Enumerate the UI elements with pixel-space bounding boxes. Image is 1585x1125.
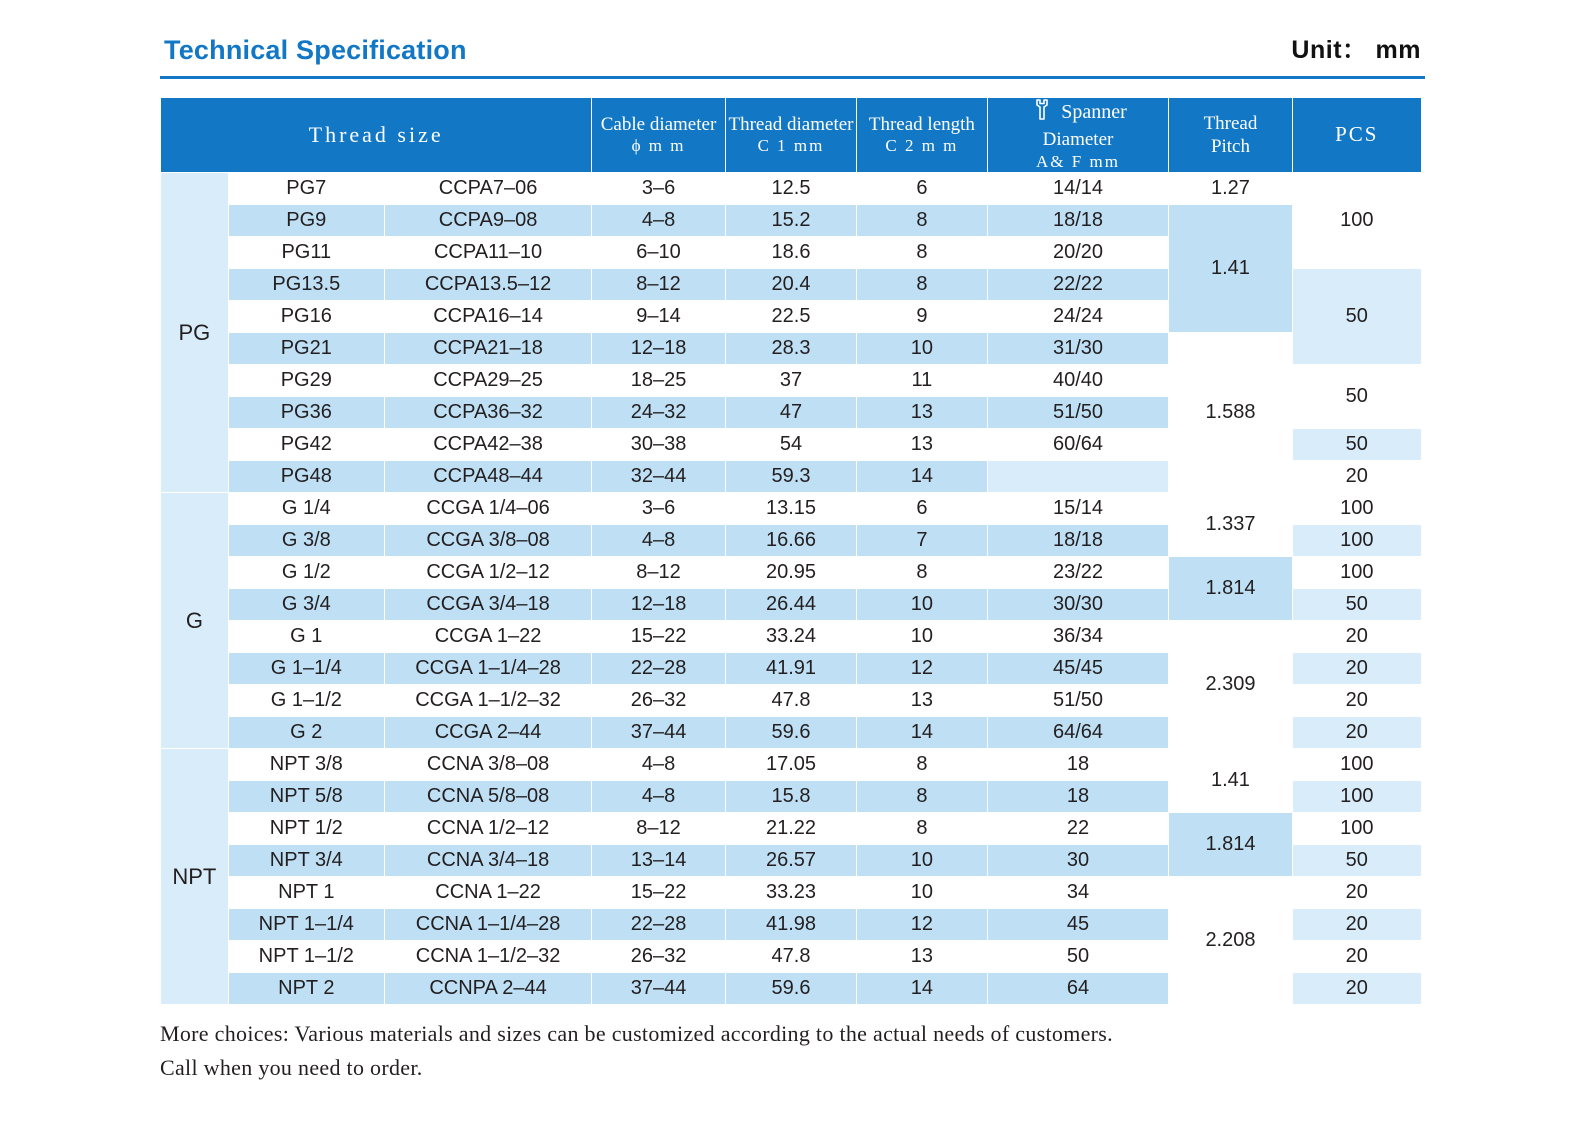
- cell-spanner-diameter: 45/45: [987, 653, 1169, 685]
- cell-pcs: 20: [1292, 909, 1421, 941]
- cell-thread-diameter: 20.4: [725, 269, 856, 301]
- cell-thread-length: 13: [857, 429, 987, 461]
- cell-thread-pitch: 1.814: [1169, 557, 1292, 621]
- cell-thread-length: 12: [857, 909, 987, 941]
- cell-thread-pitch: 1.337: [1169, 493, 1292, 557]
- cell-pcs: 20: [1292, 621, 1421, 653]
- cell-product-code: CCPA36–32: [384, 397, 591, 429]
- header-thread-pitch: [1169, 98, 1292, 173]
- cell-product-code: CCGA 1–1/4–28: [384, 653, 591, 685]
- table-row: [161, 493, 1422, 525]
- cell-thread-pitch: 1.814: [1169, 813, 1292, 877]
- cell-cable-diameter: 32–44: [592, 461, 725, 493]
- cell-product-code: CCNA 3/4–18: [384, 845, 591, 877]
- cell-thread-length: 14: [857, 973, 987, 1005]
- cell-thread-diameter: 26.57: [725, 845, 856, 877]
- cell-product-code: CCNA 1–1/2–32: [384, 941, 591, 973]
- cell-thread-length: 13: [857, 397, 987, 429]
- cell-cable-diameter: 26–32: [592, 685, 725, 717]
- cell-spanner-diameter: 24/24: [987, 301, 1169, 333]
- header-thread-diameter-line1: Thread diameter: [728, 114, 854, 136]
- cell-thread-pitch: 2.309: [1169, 621, 1292, 749]
- page-header: [160, 30, 1425, 76]
- cell-product-code: CCGA 3/8–08: [384, 525, 591, 557]
- cell-thread-length: 10: [857, 333, 987, 365]
- cell-pcs: 50: [1292, 365, 1421, 429]
- cell-cable-diameter: 22–28: [592, 653, 725, 685]
- cell-thread-diameter: 16.66: [725, 525, 856, 557]
- cell-cable-diameter: 9–14: [592, 301, 725, 333]
- cell-thread-size: PG36: [228, 397, 384, 429]
- cell-thread-diameter: 15.8: [725, 781, 856, 813]
- cell-thread-pitch: 1.27: [1169, 173, 1292, 205]
- cell-product-code: CCNA 5/8–08: [384, 781, 591, 813]
- cell-thread-size: G 3/4: [228, 589, 384, 621]
- cell-pcs: 100: [1292, 493, 1421, 525]
- cell-cable-diameter: 22–28: [592, 909, 725, 941]
- cell-product-code: CCPA13.5–12: [384, 269, 591, 301]
- cell-spanner-diameter: 51/50: [987, 397, 1169, 429]
- cell-product-code: CCGA 1/4–06: [384, 493, 591, 525]
- cell-thread-diameter: 20.95: [725, 557, 856, 589]
- cell-product-code: CCPA42–38: [384, 429, 591, 461]
- cell-cable-diameter: 37–44: [592, 717, 725, 749]
- cell-thread-length: 14: [857, 717, 987, 749]
- unit-note: [1291, 30, 1421, 66]
- cell-spanner-diameter: 18/18: [987, 525, 1169, 557]
- table-row: [161, 813, 1422, 845]
- cell-thread-size: PG21: [228, 333, 384, 365]
- cell-spanner-diameter: 40/40: [987, 365, 1169, 397]
- cell-cable-diameter: 26–32: [592, 941, 725, 973]
- cell-spanner-diameter: 15/14: [987, 493, 1169, 525]
- cell-thread-size: NPT 3/8: [228, 749, 384, 781]
- cell-cable-diameter: 3–6: [592, 493, 725, 525]
- wrench-icon: [1029, 98, 1055, 128]
- cell-spanner-diameter: 22: [987, 813, 1169, 845]
- cell-thread-diameter: 47.8: [725, 685, 856, 717]
- cell-thread-diameter: 59.3: [725, 461, 856, 493]
- cell-thread-diameter: 28.3: [725, 333, 856, 365]
- cell-cable-diameter: 8–12: [592, 269, 725, 301]
- cell-thread-diameter: 59.6: [725, 717, 856, 749]
- header-thread-diameter-line2: C 1 mm: [757, 136, 825, 156]
- cell-spanner-diameter: 31/30: [987, 333, 1169, 365]
- cell-pcs: 100: [1292, 781, 1421, 813]
- header-thread-length-line2: C 2 m m: [885, 136, 959, 156]
- header-cable-diameter: [592, 98, 725, 173]
- cell-cable-diameter: 8–12: [592, 557, 725, 589]
- row-group-label: NPT: [161, 749, 229, 1005]
- page-title: Technical Specification: [164, 35, 467, 65]
- cell-spanner-diameter: 51/50: [987, 685, 1169, 717]
- cell-cable-diameter: 8–12: [592, 813, 725, 845]
- table-header-row: [161, 98, 1422, 173]
- cell-thread-length: 10: [857, 621, 987, 653]
- header-spanner-line3: A& F mm: [1036, 151, 1120, 171]
- cell-spanner-diameter: 36/34: [987, 621, 1169, 653]
- cell-cable-diameter: 37–44: [592, 973, 725, 1005]
- cell-thread-diameter: 33.24: [725, 621, 856, 653]
- cell-spanner-diameter: 64/64: [987, 717, 1169, 749]
- header-cable-diameter-line2: ϕ m m: [631, 136, 686, 156]
- cell-thread-diameter: 17.05: [725, 749, 856, 781]
- cell-thread-diameter: 26.44: [725, 589, 856, 621]
- cell-thread-diameter: 15.2: [725, 205, 856, 237]
- cell-product-code: CCNA 3/8–08: [384, 749, 591, 781]
- cell-product-code: CCPA11–10: [384, 237, 591, 269]
- cell-thread-size: PG11: [228, 237, 384, 269]
- table-row: [161, 749, 1422, 781]
- cell-cable-diameter: 24–32: [592, 397, 725, 429]
- cell-cable-diameter: 15–22: [592, 877, 725, 909]
- cell-thread-size: PG48: [228, 461, 384, 493]
- cell-spanner-diameter: 20/20: [987, 237, 1169, 269]
- cell-product-code: CCPA16–14: [384, 301, 591, 333]
- cell-thread-pitch: 1.41: [1169, 205, 1292, 333]
- cell-thread-length: 7: [857, 525, 987, 557]
- cell-cable-diameter: 4–8: [592, 525, 725, 557]
- cell-spanner-diameter: 18: [987, 749, 1169, 781]
- cell-cable-diameter: 12–18: [592, 589, 725, 621]
- cell-thread-length: 8: [857, 781, 987, 813]
- cell-thread-size: NPT 5/8: [228, 781, 384, 813]
- cell-thread-size: NPT 3/4: [228, 845, 384, 877]
- cell-pcs: 100: [1292, 749, 1421, 781]
- cell-pcs: 100: [1292, 173, 1421, 269]
- cell-pcs: 20: [1292, 717, 1421, 749]
- cell-thread-size: PG42: [228, 429, 384, 461]
- cell-thread-size: PG16: [228, 301, 384, 333]
- technical-specification-table: [160, 97, 1422, 1005]
- cell-cable-diameter: 4–8: [592, 781, 725, 813]
- cell-product-code: CCPA48–44: [384, 461, 591, 493]
- cell-thread-diameter: 47: [725, 397, 856, 429]
- cell-thread-length: 10: [857, 877, 987, 909]
- cell-pcs: 20: [1292, 973, 1421, 1005]
- cell-spanner-diameter: 22/22: [987, 269, 1169, 301]
- cell-thread-pitch: 2.208: [1169, 877, 1292, 1005]
- cell-spanner-diameter: [987, 461, 1169, 493]
- header-thread-pitch-line1: Thread: [1203, 112, 1258, 134]
- cell-cable-diameter: 30–38: [592, 429, 725, 461]
- cell-thread-diameter: 13.15: [725, 493, 856, 525]
- cell-thread-size: NPT 1/2: [228, 813, 384, 845]
- cell-pcs: 20: [1292, 653, 1421, 685]
- cell-spanner-diameter: 14/14: [987, 173, 1169, 205]
- cell-thread-size: PG9: [228, 205, 384, 237]
- table-row: [161, 333, 1422, 365]
- table-row: [161, 173, 1422, 205]
- cell-product-code: CCGA 2–44: [384, 717, 591, 749]
- cell-thread-size: NPT 2: [228, 973, 384, 1005]
- table-row: [161, 621, 1422, 653]
- table-row: [161, 877, 1422, 909]
- cell-cable-diameter: 13–14: [592, 845, 725, 877]
- cell-thread-length: 8: [857, 237, 987, 269]
- cell-cable-diameter: 15–22: [592, 621, 725, 653]
- cell-thread-length: 8: [857, 269, 987, 301]
- header-thread-length-line1: Thread length: [868, 114, 975, 136]
- cell-product-code: CCGA 3/4–18: [384, 589, 591, 621]
- cell-thread-length: 8: [857, 813, 987, 845]
- cell-cable-diameter: 18–25: [592, 365, 725, 397]
- cell-product-code: CCNA 1/2–12: [384, 813, 591, 845]
- cell-product-code: CCPA9–08: [384, 205, 591, 237]
- cell-product-code: CCNA 1–1/4–28: [384, 909, 591, 941]
- cell-thread-size: G 1: [228, 621, 384, 653]
- cell-spanner-diameter: 50: [987, 941, 1169, 973]
- cell-thread-size: G 1/4: [228, 493, 384, 525]
- header-thread-diameter: [725, 98, 856, 173]
- cell-spanner-diameter: 30/30: [987, 589, 1169, 621]
- cell-thread-length: 10: [857, 845, 987, 877]
- title-divider: [160, 76, 1425, 79]
- cell-spanner-diameter: 60/64: [987, 429, 1169, 461]
- cell-thread-length: 6: [857, 173, 987, 205]
- cell-thread-diameter: 54: [725, 429, 856, 461]
- header-spanner-line1-wrap: [988, 98, 1169, 128]
- cell-thread-length: 13: [857, 685, 987, 717]
- cell-thread-length: 13: [857, 941, 987, 973]
- cell-spanner-diameter: 30: [987, 845, 1169, 877]
- cell-spanner-diameter: 64: [987, 973, 1169, 1005]
- cell-thread-length: 10: [857, 589, 987, 621]
- cell-product-code: CCPA29–25: [384, 365, 591, 397]
- footnote-line-2: Call when you need to order.: [160, 1055, 423, 1081]
- cell-product-code: CCGA 1–22: [384, 621, 591, 653]
- cell-cable-diameter: 4–8: [592, 205, 725, 237]
- footnote-line-1: More choices: Various materials and sizes can be customized according to the actual needs of customers.: [160, 1021, 1113, 1047]
- cell-thread-size: G 1–1/4: [228, 653, 384, 685]
- cell-pcs: 20: [1292, 877, 1421, 909]
- cell-cable-diameter: 6–10: [592, 237, 725, 269]
- cell-thread-size: NPT 1: [228, 877, 384, 909]
- cell-product-code: CCPA21–18: [384, 333, 591, 365]
- cell-product-code: CCGA 1–1/2–32: [384, 685, 591, 717]
- cell-thread-length: 8: [857, 749, 987, 781]
- cell-thread-length: 11: [857, 365, 987, 397]
- table-body: [161, 173, 1422, 1005]
- cell-thread-size: G 1/2: [228, 557, 384, 589]
- cell-thread-pitch: 1.588: [1169, 333, 1292, 493]
- cell-spanner-diameter: 23/22: [987, 557, 1169, 589]
- header-spanner-diameter: [987, 98, 1169, 173]
- cell-thread-diameter: 47.8: [725, 941, 856, 973]
- cell-spanner-diameter: 45: [987, 909, 1169, 941]
- cell-product-code: CCGA 1/2–12: [384, 557, 591, 589]
- header-spanner-line1: Spanner: [1061, 101, 1127, 123]
- cell-cable-diameter: 12–18: [592, 333, 725, 365]
- cell-thread-size: NPT 1–1/2: [228, 941, 384, 973]
- cell-spanner-diameter: 34: [987, 877, 1169, 909]
- cell-thread-length: 9: [857, 301, 987, 333]
- cell-thread-size: G 1–1/2: [228, 685, 384, 717]
- header-thread-size: Thread size: [161, 98, 592, 173]
- cell-thread-diameter: 41.91: [725, 653, 856, 685]
- cell-pcs: 50: [1292, 269, 1421, 365]
- cell-thread-size: G 3/8: [228, 525, 384, 557]
- cell-thread-pitch: 1.41: [1169, 749, 1292, 813]
- cell-product-code: CCNA 1–22: [384, 877, 591, 909]
- cell-thread-diameter: 18.6: [725, 237, 856, 269]
- header-spanner-line2: Diameter: [1042, 129, 1114, 151]
- footnote: [160, 1017, 1450, 1085]
- cell-thread-diameter: 41.98: [725, 909, 856, 941]
- cell-cable-diameter: 3–6: [592, 173, 725, 205]
- cell-thread-diameter: 59.6: [725, 973, 856, 1005]
- cell-thread-length: 12: [857, 653, 987, 685]
- cell-thread-diameter: 33.23: [725, 877, 856, 909]
- unit-value-text: mm: [1375, 36, 1421, 64]
- header-thread-pitch-line2: Pitch: [1210, 136, 1250, 158]
- cell-thread-length: 6: [857, 493, 987, 525]
- cell-spanner-diameter: 18/18: [987, 205, 1169, 237]
- cell-pcs: 100: [1292, 557, 1421, 589]
- table-head: [161, 98, 1422, 173]
- header-cable-diameter-line1: Cable diameter: [600, 114, 717, 136]
- cell-thread-length: 8: [857, 205, 987, 237]
- cell-pcs: 50: [1292, 589, 1421, 621]
- cell-thread-size: NPT 1–1/4: [228, 909, 384, 941]
- cell-thread-size: G 2: [228, 717, 384, 749]
- cell-thread-size: PG29: [228, 365, 384, 397]
- cell-thread-size: PG13.5: [228, 269, 384, 301]
- row-group-label: G: [161, 493, 229, 749]
- cell-pcs: 20: [1292, 461, 1421, 493]
- table-row: [161, 557, 1422, 589]
- cell-pcs: 50: [1292, 429, 1421, 461]
- cell-pcs: 20: [1292, 941, 1421, 973]
- cell-pcs: 100: [1292, 813, 1421, 845]
- cell-spanner-diameter: 18: [987, 781, 1169, 813]
- cell-product-code: CCNPA 2–44: [384, 973, 591, 1005]
- cell-cable-diameter: 4–8: [592, 749, 725, 781]
- cell-thread-size: PG7: [228, 173, 384, 205]
- cell-thread-diameter: 22.5: [725, 301, 856, 333]
- unit-label-text: Unit：: [1291, 36, 1368, 64]
- table-row: [161, 205, 1422, 237]
- cell-thread-diameter: 12.5: [725, 173, 856, 205]
- cell-thread-length: 8: [857, 557, 987, 589]
- cell-thread-diameter: 37: [725, 365, 856, 397]
- row-group-label: PG: [161, 173, 229, 493]
- cell-thread-diameter: 21.22: [725, 813, 856, 845]
- cell-thread-length: 14: [857, 461, 987, 493]
- header-thread-length: [857, 98, 987, 173]
- cell-pcs: 50: [1292, 845, 1421, 877]
- cell-pcs: 100: [1292, 525, 1421, 557]
- cell-pcs: 20: [1292, 685, 1421, 717]
- header-pcs: PCS: [1292, 98, 1421, 173]
- cell-product-code: CCPA7–06: [384, 173, 591, 205]
